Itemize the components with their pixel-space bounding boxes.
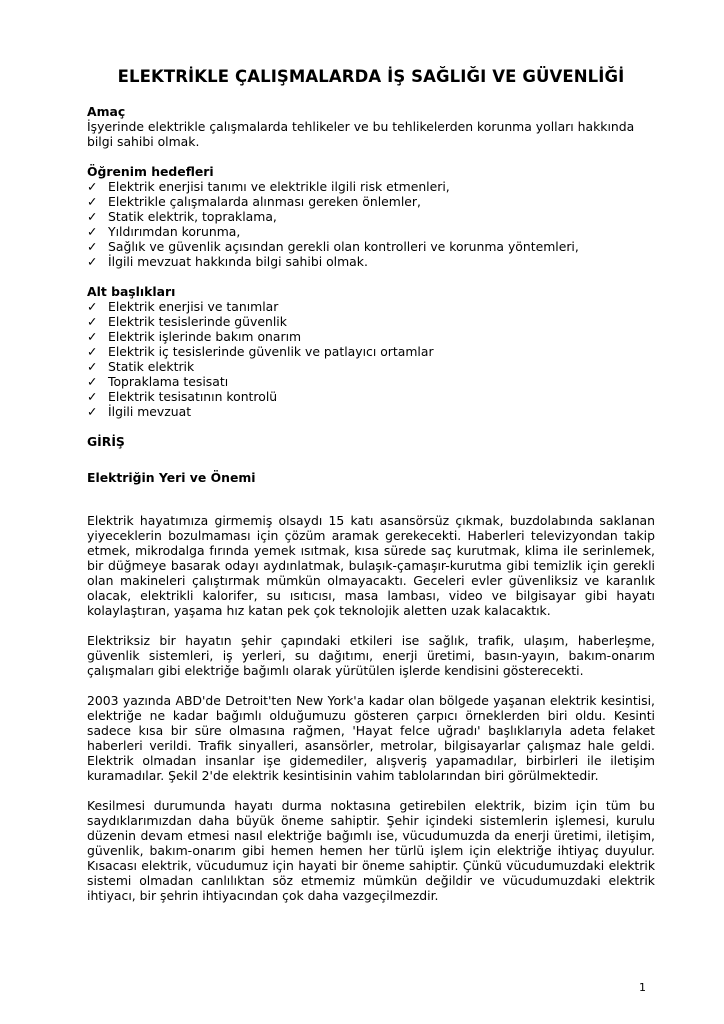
list-item-text: Elektrik enerjisi ve tanımlar bbox=[108, 299, 279, 314]
list-item-text: Elektrik iç tesislerinde güvenlik ve patlayıcı ortamlar bbox=[108, 344, 434, 359]
list-item bbox=[87, 179, 655, 194]
alt-basliklar-heading: Alt başlıkları bbox=[87, 284, 176, 299]
list-item bbox=[87, 359, 655, 374]
list-item-text: Statik elektrik bbox=[108, 359, 195, 374]
list-item-text: Statik elektrik, topraklama, bbox=[108, 209, 277, 224]
amac-text: İşyerinde elektrikle çalışmalarda tehlikeler ve bu tehlikelerden korunma yolları hakkında bilgi sahibi olmak. bbox=[87, 119, 635, 149]
checkmark-icon: ✓ bbox=[87, 254, 98, 269]
checkmark-icon: ✓ bbox=[87, 404, 98, 419]
ogrenim-section bbox=[87, 164, 655, 269]
list-item-text: Elektrik tesisatının kontrolü bbox=[108, 389, 278, 404]
page-number: 1 bbox=[639, 981, 646, 994]
list-item bbox=[87, 239, 655, 254]
list-item bbox=[87, 374, 655, 389]
list-item bbox=[87, 209, 655, 224]
list-item-text: Elektrik enerjisi tanımı ve elektrikle ilgili risk etmenleri, bbox=[108, 179, 450, 194]
checkmark-icon: ✓ bbox=[87, 239, 98, 254]
alt-basliklar-section bbox=[87, 284, 655, 419]
checkmark-icon: ✓ bbox=[87, 224, 98, 239]
checkmark-icon: ✓ bbox=[87, 314, 98, 329]
list-item-text: İlgili mevzuat bbox=[108, 404, 192, 419]
checkmark-icon: ✓ bbox=[87, 209, 98, 224]
giris-paragraph: Elektrik hayatımıza girmemiş olsaydı 15 katı asansörsüz çıkmak, buzdolabında saklanan yiyeceklerin bozulmaması için çözüm aramak gerekecekti. Haberleri televizyondan takip etmek, mikrodalga fırında yemek ısıtmak, kısa sürede saç kurutmak, klima ile serinlemek, bir düğmeye basarak odayı aydınlatmak, bulaşık-çamaşır-kurutma gibi temizlik için gerekli olan makineleri çalıştırmak mümkün olmayacaktı. Geceleri evler güvenliksiz ve karanlık olacak, elektrikli kalorifer, su ısıtıcısı, masa lambası, video ve bilgisayar gibi hayatı kolaylaştıran, yaşama hız katan pek çok teknolojik aletten uzak kalacaktık. bbox=[87, 513, 655, 618]
list-item-text: Elektrik tesislerinde güvenlik bbox=[108, 314, 287, 329]
amac-section bbox=[87, 104, 655, 149]
giris-paragraph: Kesilmesi durumunda hayatı durma noktasına getirebilen elektrik, bizim için tüm bu saydıklarımızdan daha büyük öneme sahiptir. Şehir içindeki sistemlerin işlemesi, kurulu düzenin devam etmesi nasıl elektriğe bağımlı ise, vücudumuzda da enerji üretimi, iletişim, güvenlik, bakım-onarım gibi hemen hemen her türlü işlem için elektriğe ihtiyaç duyulur. Kısacası elektrik, vücudumuz için hayati bir öneme sahiptir. Çünkü vücudumuzdaki elektrik sistemi olmadan canlılıktan söz etmemiz mümkün değildir ve vücudumuzdaki elektrik ihtiyacı, bir şehrin ihtiyacından çok daha vazgeçilmezdir. bbox=[87, 798, 655, 903]
ogrenim-list bbox=[87, 179, 655, 269]
checkmark-icon: ✓ bbox=[87, 374, 98, 389]
list-item bbox=[87, 299, 655, 314]
checkmark-icon: ✓ bbox=[87, 179, 98, 194]
list-item bbox=[87, 314, 655, 329]
list-item bbox=[87, 254, 655, 269]
list-item-text: Sağlık ve güvenlik açısından gerekli olan kontrolleri ve korunma yöntemleri, bbox=[108, 239, 579, 254]
checkmark-icon: ✓ bbox=[87, 359, 98, 374]
list-item-text: Topraklama tesisatı bbox=[108, 374, 229, 389]
ogrenim-heading: Öğrenim hedefleri bbox=[87, 164, 214, 179]
giris-paragraph: 2003 yazında ABD'de Detroit'ten New York'a kadar olan bölgede yaşanan elektrik kesintisi, elektriğe ne kadar bağımlı olduğumuzu gösteren çarpıcı örneklerden biri oldu. Kesinti sadece kısa bir süre olmasına rağmen, 'Hayat felce uğradı' başlıklarıyla adeta felaket haberleri verildi. Trafik sinyalleri, asansörler, metrolar, bilgisayarlar çalışmaz hale geldi. Elektrik olmadan insanlar işe gidemediler, alışveriş yapamadılar, birbirleri ile iletişim kuramadılar. Şekil 2'de elektrik kesintisinin vahim tablolarından biri görülmektedir. bbox=[87, 693, 655, 783]
checkmark-icon: ✓ bbox=[87, 389, 98, 404]
list-item bbox=[87, 224, 655, 239]
alt-basliklar-list bbox=[87, 299, 655, 419]
list-item-text: Elektrikle çalışmalarda alınması gereken önlemler, bbox=[108, 194, 421, 209]
list-item bbox=[87, 389, 655, 404]
list-item-text: Elektrik işlerinde bakım onarım bbox=[108, 329, 302, 344]
giris-paragraph: Elektriksiz bir hayatın şehir çapındaki etkileri ise sağlık, trafik, ulaşım, haberleşme, güvenlik sistemleri, iş yerleri, su dağıtımı, enerji üretimi, basın-yayın, bakım-onarım çalışmaları gibi elektriğe bağımlı olarak yürütülen işlerde kendisini gösterecekti. bbox=[87, 633, 655, 678]
giris-section bbox=[87, 434, 655, 903]
amac-heading: Amaç bbox=[87, 104, 126, 119]
list-item bbox=[87, 194, 655, 209]
checkmark-icon: ✓ bbox=[87, 194, 98, 209]
document-body bbox=[87, 66, 655, 903]
checkmark-icon: ✓ bbox=[87, 329, 98, 344]
checkmark-icon: ✓ bbox=[87, 299, 98, 314]
list-item-text: İlgili mevzuat hakkında bilgi sahibi olmak. bbox=[108, 254, 368, 269]
giris-subheading: Elektriğin Yeri ve Önemi bbox=[87, 470, 256, 485]
list-item bbox=[87, 329, 655, 344]
document-title: ELEKTRİKLE ÇALIŞMALARDA İŞ SAĞLIĞI VE GÜVENLİĞİ bbox=[117, 67, 625, 86]
list-item bbox=[87, 404, 655, 419]
list-item-text: Yıldırımdan korunma, bbox=[108, 224, 241, 239]
list-item bbox=[87, 344, 655, 359]
giris-heading: GİRİŞ bbox=[87, 434, 125, 449]
checkmark-icon: ✓ bbox=[87, 344, 98, 359]
